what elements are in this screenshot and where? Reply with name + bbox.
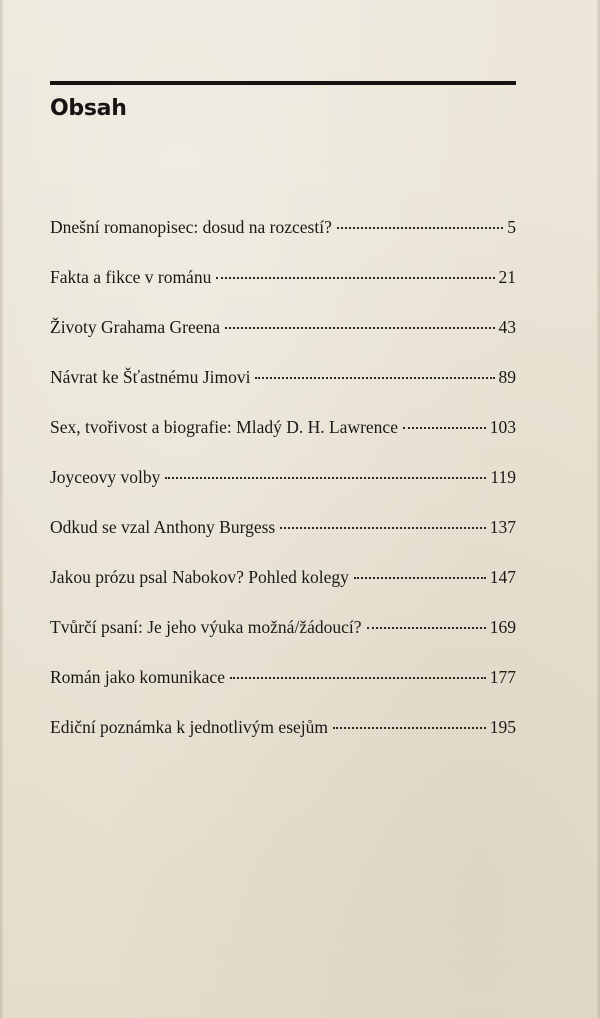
toc-entry-title: Joyceovy volby: [50, 467, 161, 487]
toc-entry-title: Návrat ke Šťastnému Jimovi: [50, 367, 251, 387]
toc-entry-title: Ediční poznámka k jednotlivým esejům: [50, 717, 328, 737]
page-edge-right: [596, 0, 600, 1018]
toc-entry-page: 119: [490, 467, 516, 487]
toc-entry-title: Román jako komunikace: [50, 667, 225, 687]
toc-entry-page: 5: [507, 217, 516, 237]
dot-leader: [337, 227, 503, 229]
toc-entry-page: 169: [489, 617, 516, 637]
toc-entry-title: Fakta a fikce v románu: [50, 267, 212, 287]
dot-leader: [225, 327, 494, 329]
toc-entry: [50, 565, 516, 615]
dot-leader: [403, 427, 486, 429]
page-title: Obsah: [50, 96, 127, 121]
table-of-contents: [50, 215, 516, 765]
toc-entry-page: 103: [489, 417, 516, 437]
toc-entry: [50, 415, 516, 465]
toc-entry-page: 89: [498, 367, 516, 387]
toc-entry: [50, 615, 516, 665]
heading-rule: [50, 81, 516, 85]
toc-entry-title: Tvůrčí psaní: Je jeho výuka možná/žádoucí?: [50, 617, 362, 637]
dot-leader: [216, 277, 494, 279]
toc-entry: [50, 515, 516, 565]
page-edge-left: [0, 0, 4, 1018]
toc-entry-title: Životy Grahama Greena: [50, 317, 221, 337]
toc-entry: [50, 215, 516, 265]
toc-entry-page: 147: [489, 567, 516, 587]
dot-leader: [255, 377, 494, 379]
toc-entry: [50, 365, 516, 415]
dot-leader: [230, 677, 486, 679]
dot-leader: [280, 527, 486, 529]
toc-entry-title: Jakou prózu psal Nabokov? Pohled kolegy: [50, 567, 349, 587]
toc-entry-title: Sex, tvořivost a biografie: Mladý D. H. Lawrence: [50, 417, 398, 437]
toc-entry-page: 177: [489, 667, 516, 687]
toc-entry: [50, 315, 516, 365]
toc-entry: [50, 715, 516, 765]
dot-leader: [333, 727, 486, 729]
toc-entry: [50, 465, 516, 515]
dot-leader: [354, 577, 486, 579]
toc-entry-title: Odkud se vzal Anthony Burgess: [50, 517, 276, 537]
toc-entry-page: 21: [498, 267, 516, 287]
toc-entry-page: 195: [489, 717, 516, 737]
dot-leader: [165, 477, 486, 479]
toc-entry-page: 43: [498, 317, 516, 337]
dot-leader: [367, 627, 486, 629]
toc-entry: [50, 665, 516, 715]
toc-entry-title: Dnešní romanopisec: dosud na rozcestí?: [50, 217, 332, 237]
toc-entry-page: 137: [489, 517, 516, 537]
toc-entry: [50, 265, 516, 315]
